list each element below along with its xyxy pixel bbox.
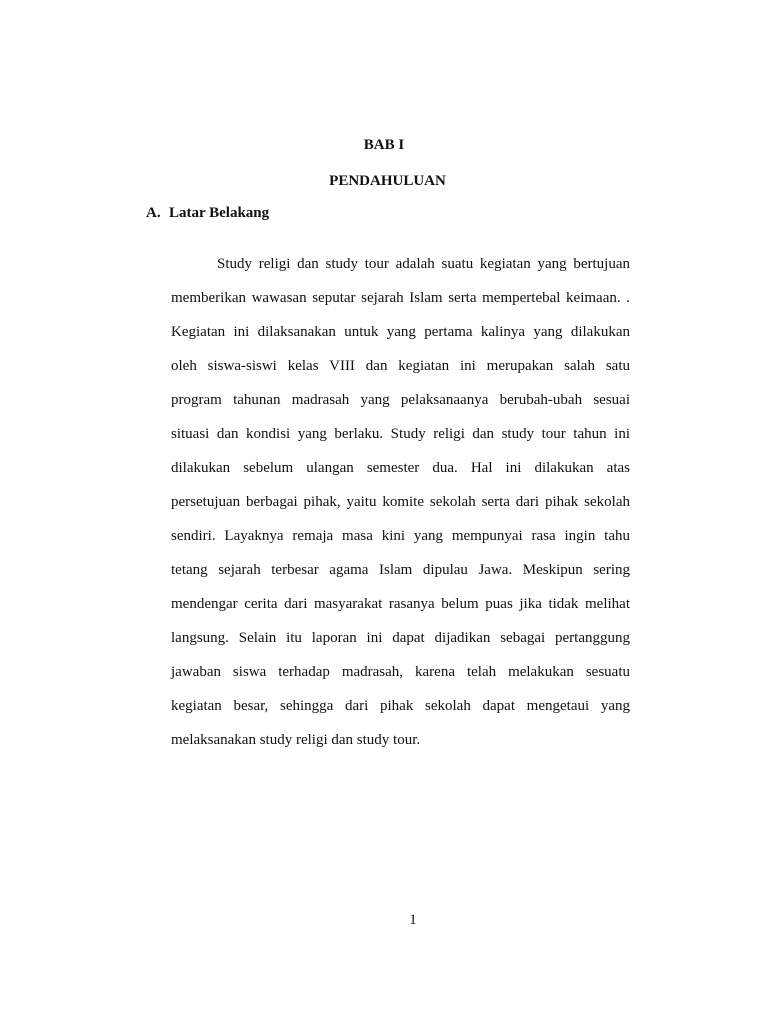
paragraph-line: Kegiatan ini dilaksanakan untuk yang pertama kalinya yang dilakukan [171,324,630,340]
section-title: Latar Belakang [169,205,270,221]
chapter-number: BAB I [363,137,405,153]
chapter-title: PENDAHULUAN [329,173,446,189]
paragraph-line: langsung. Selain itu laporan ini dapat dijadikan sebagai pertanggung [171,630,630,646]
paragraph-line: Study religi dan study tour adalah suatu kegiatan yang bertujuan [217,256,630,272]
paragraph-line: dilakukan sebelum ulangan semester dua. Hal ini dilakukan atas [171,460,630,476]
paragraph-line: situasi dan kondisi yang berlaku. Study religi dan study tour tahun ini [171,426,630,442]
body-paragraph [171,254,630,764]
paragraph-line: persetujuan berbagai pihak, yaitu komite sekolah serta dari pihak sekolah [171,494,630,510]
paragraph-line: tetang sejarah terbesar agama Islam dipulau Jawa. Meskipun sering [171,562,630,578]
paragraph-line: melaksanakan study religi dan study tour. [171,732,421,748]
paragraph-line: mendengar cerita dari masyarakat rasanya belum puas jika tidak melihat [171,596,630,612]
paragraph-line: jawaban siswa terhadap madrasah, karena telah melakukan sesuatu [171,664,630,680]
paragraph-line: kegiatan besar, sehingga dari pihak sekolah dapat mengetaui yang [171,698,630,714]
paragraph-line: sendiri. Layaknya remaja masa kini yang mempunyai rasa ingin tahu [171,528,630,544]
paragraph-line: program tahunan madrasah yang pelaksanaanya berubah-ubah sesuai [171,392,630,408]
section-heading [146,205,269,222]
section-number: A. [146,205,161,221]
paragraph-line: oleh siswa-siswi kelas VIII dan kegiatan ini merupakan salah satu [171,358,630,374]
page-number: 1 [409,912,417,928]
paragraph-line: memberikan wawasan seputar sejarah Islam serta mempertebal keimaan. . [171,290,630,306]
